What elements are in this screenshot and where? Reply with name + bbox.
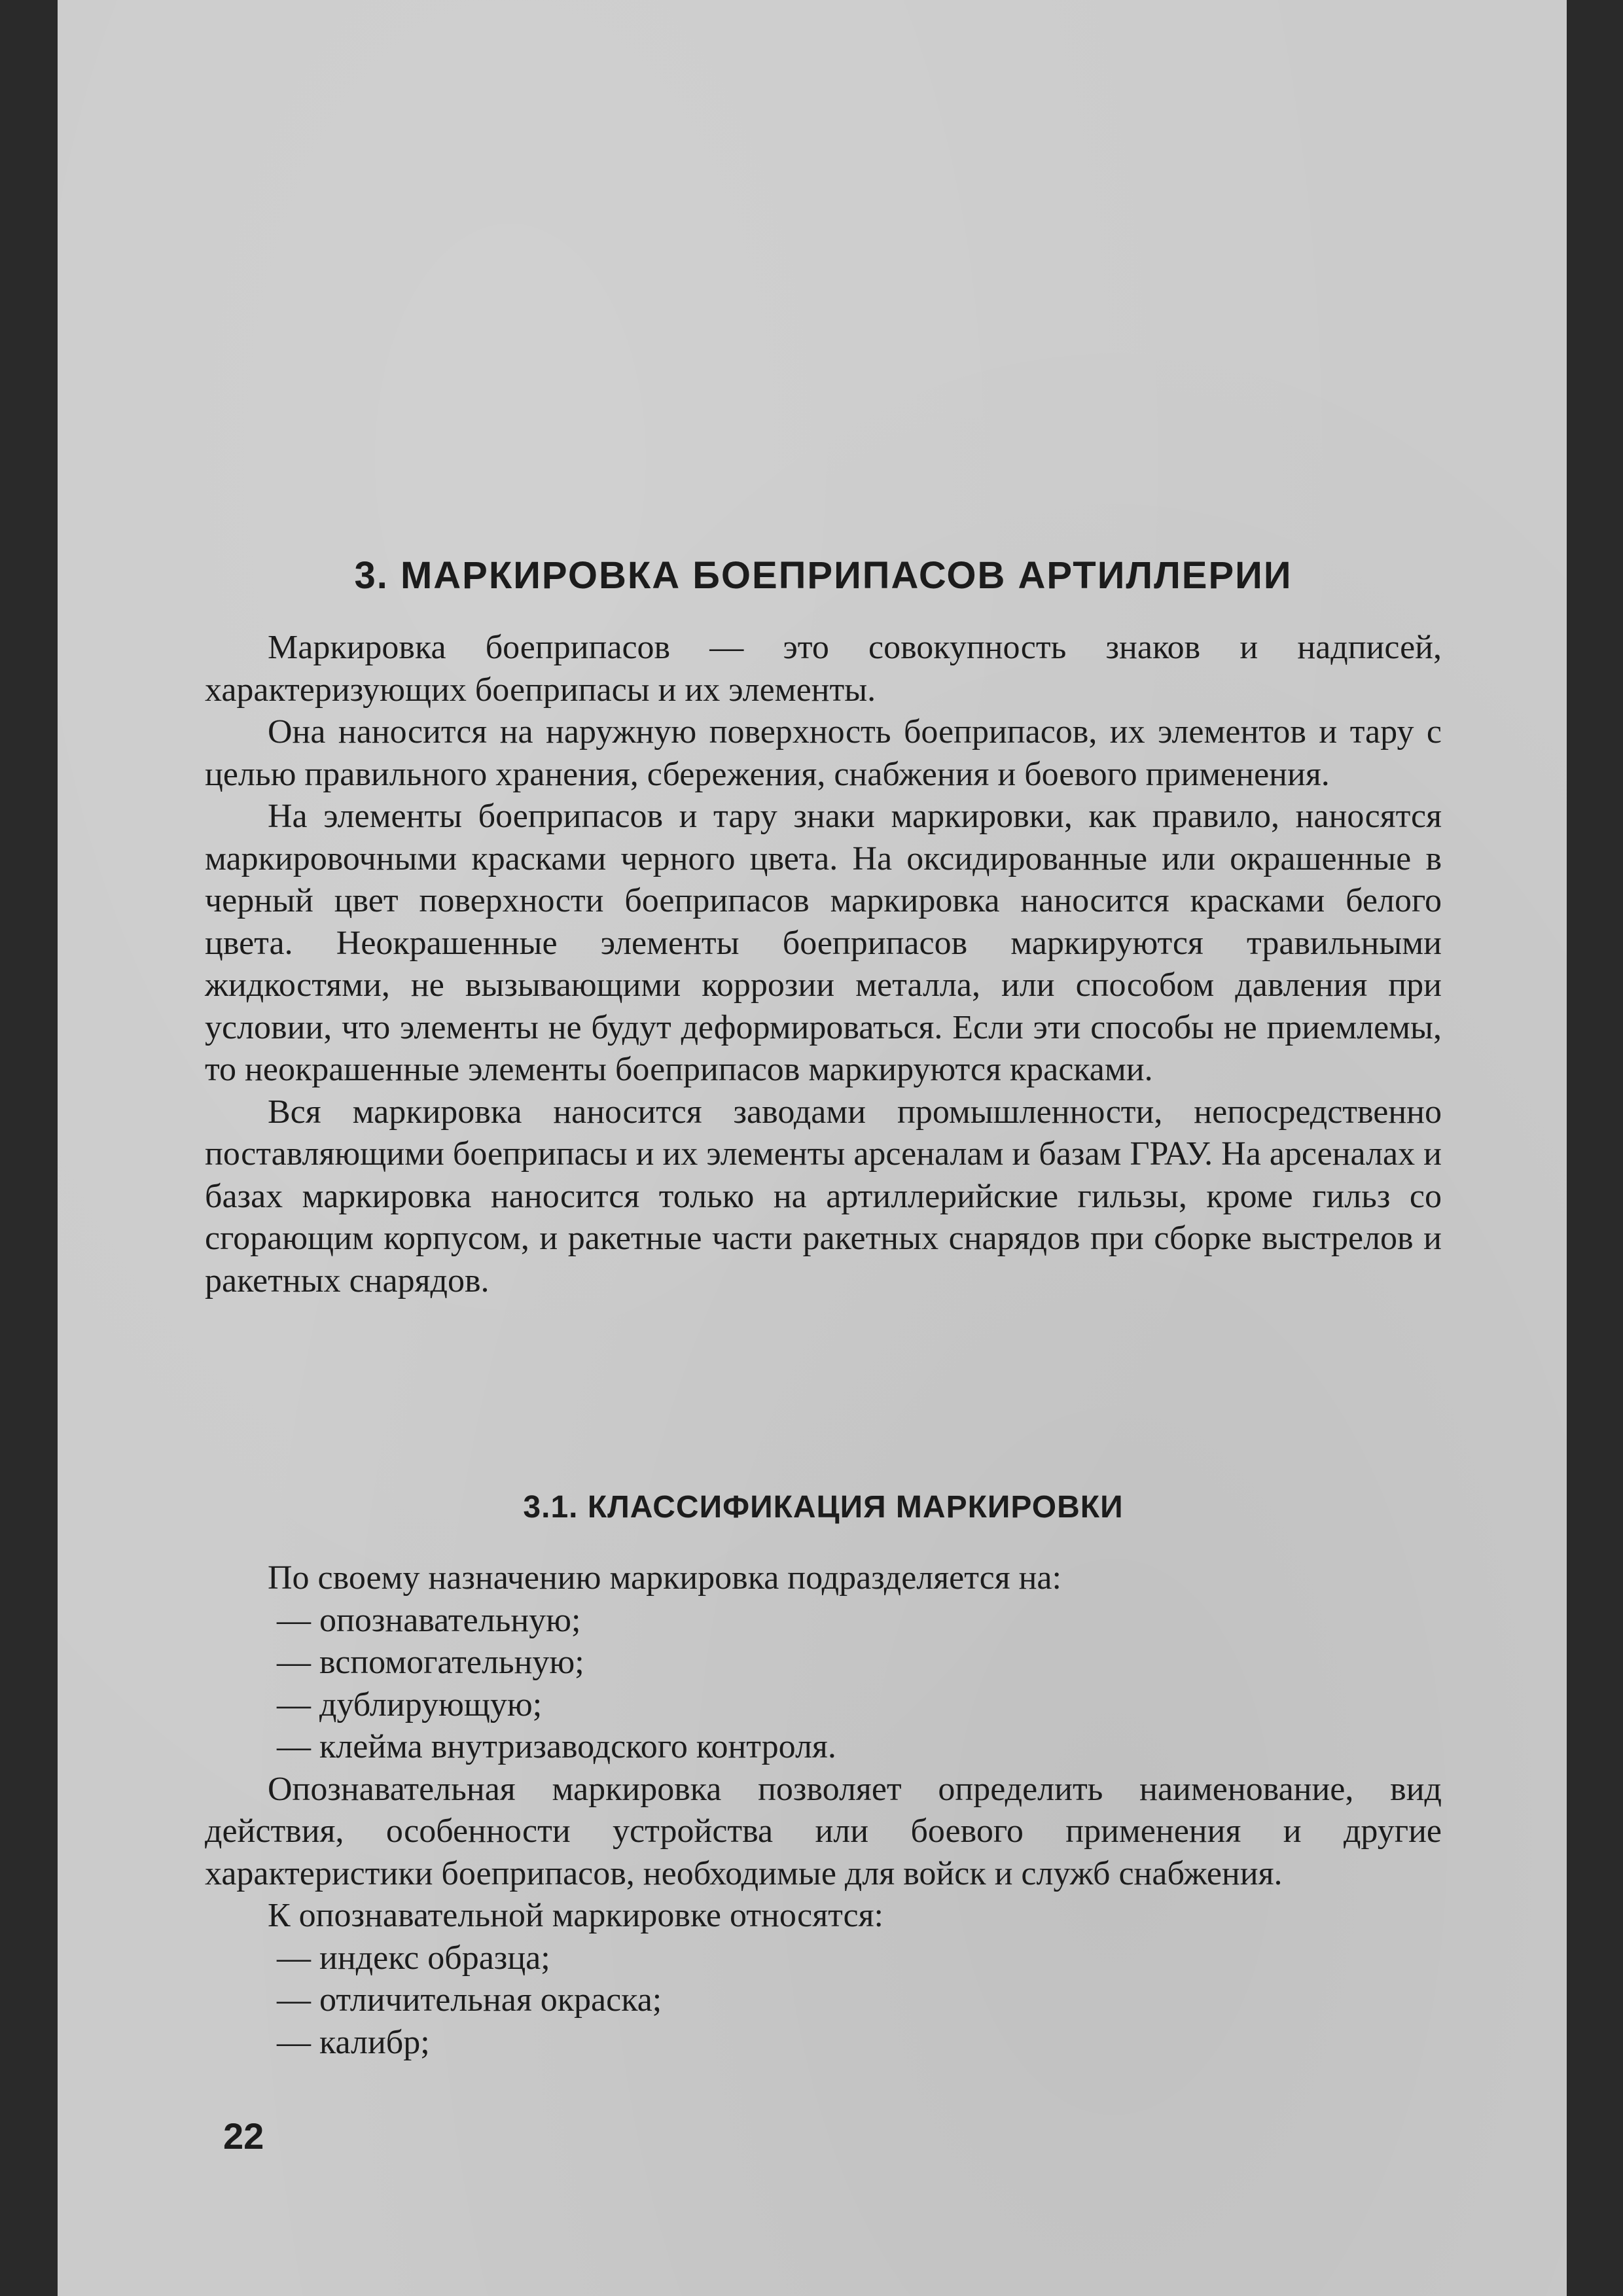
classification-intro: По своему назначению маркировка подразделяется на: xyxy=(268,1559,1061,1597)
list-item: — отличительная окраска; xyxy=(277,1979,1442,2022)
book-page xyxy=(58,0,1567,2296)
identification-paragraph: Опознавательная маркировка позволяет определить наименование, вид действия, особенности устройства или боевого применения и другие характеристики боеприпасов, необходимые для войск и служб снабжения. xyxy=(205,1770,1442,1892)
list-item: — дублирующую; xyxy=(277,1684,1442,1727)
paragraph: На элементы боеприпасов и тару знаки маркировки, как правило, наносятся маркировочными красками черного цвета. На оксидированные или окрашенные в черный цвет поверхности боеприпасов маркировка наносится красками белого цвета. Неокрашенные элементы боеприпасов маркируются травильными жидкостями, не вызывающими коррозии металла, или способом давления при условии, что элементы не будут деформироваться. Если эти способы не приемлемы, то неокрашенные элементы боеприпасов маркируются красками. xyxy=(205,798,1442,1088)
list-item: — вспомогательную; xyxy=(277,1642,1442,1684)
list-item: — опознавательную; xyxy=(277,1600,1442,1642)
paragraph: Вся маркировка наносится заводами промышленности, непосредственно поставляющими боеприпасы и их элементы арсеналам и базам ГРАУ. На арсеналах и базах маркировка наносится только на артиллерийские гильзы, кроме гильз со сгорающим корпусом, и ракетные части ракетных снарядов при сборке выстрелов и ракетных снарядов. xyxy=(205,1093,1442,1299)
paragraph: Маркировка боеприпасов — это совокупность знаков и надписей, характеризующих боеприпасы и их элементы. xyxy=(205,629,1442,709)
identification-list-intro: К опознавательной маркировке относятся: xyxy=(268,1897,883,1934)
section-title: 3. МАРКИРОВКА БОЕПРИПАСОВ АРТИЛЛЕРИИ xyxy=(354,554,1293,597)
classification-text xyxy=(205,1557,1442,2064)
intro-text xyxy=(205,627,1442,1302)
classification-list xyxy=(205,1600,1442,1769)
subsection-title: 3.1. КЛАССИФИКАЦИЯ МАРКИРОВКИ xyxy=(523,1490,1124,1525)
show-through-texture xyxy=(228,150,1419,504)
identification-list xyxy=(205,1937,1442,2064)
list-item: — индекс образца; xyxy=(277,1937,1442,1980)
list-item: — клейма внутризаводского контроля. xyxy=(277,1726,1442,1769)
page-number: 22 xyxy=(223,2115,264,2157)
list-item: — калибр; xyxy=(277,2022,1442,2064)
paragraph: Она наносится на наружную поверхность боеприпасов, их элементов и тару с целью правильного хранения, сбережения, снабжения и боевого применения. xyxy=(205,713,1442,793)
